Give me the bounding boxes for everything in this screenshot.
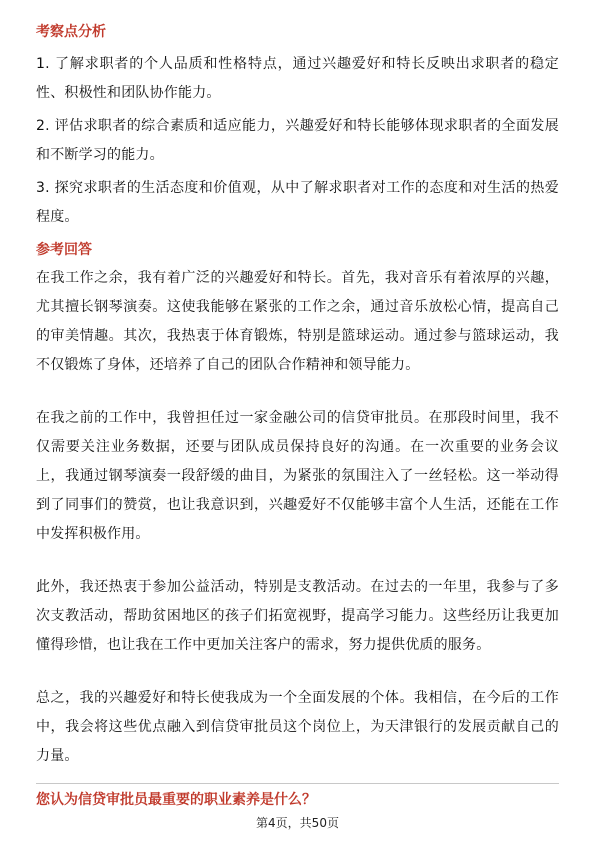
answer-paragraph: 在我工作之余，我有着广泛的兴趣爱好和特长。首先，我对音乐有着浓厚的兴趣，尤其擅长钢琴演奏。这使我能够在紧张的工作之余，通过音乐放松心情，提高自己的审美情趣。其次，我热衷于体育锻炼，特别是篮球运动。通过参与篮球运动，我不仅锻炼了身体，还培养了自己的团队合作精神和领导能力。 xyxy=(36,270,559,373)
analysis-heading: 考察点分析 xyxy=(36,24,106,40)
answer-paragraph: 此外，我还热衷于参加公益活动，特别是支教活动。在过去的一年里，我参与了多次支教活动，帮助贫困地区的孩子们拓宽视野，提高学习能力。这些经历让我更加懂得珍惜，也让我在工作中更加关注客户的需求，努力提供优质的服务。 xyxy=(36,579,559,653)
answer-heading: 参考回答 xyxy=(36,242,92,258)
page-number: 第4页，共50页 xyxy=(256,816,339,830)
answer-paragraph: 总之，我的兴趣爱好和特长使我成为一个全面发展的个体。我相信，在今后的工作中，我会将这些优点融入到信贷审批员这个岗位上，为天津银行的发展贡献自己的力量。 xyxy=(36,690,559,764)
next-question-heading: 您认为信贷审批员最重要的职业素养是什么？ xyxy=(36,792,316,808)
section-divider xyxy=(36,783,559,784)
analysis-point: 1. 了解求职者的个人品质和性格特点，通过兴趣爱好和特长反映出求职者的稳定性、积极性和团队协作能力。 xyxy=(36,56,559,101)
analysis-point: 3. 探究求职者的生活态度和价值观，从中了解求职者对工作的态度和对生活的热爱程度。 xyxy=(36,180,559,225)
answer-paragraph: 在我之前的工作中，我曾担任过一家金融公司的信贷审批员。在那段时间里，我不仅需要关注业务数据，还要与团队成员保持良好的沟通。在一次重要的业务会议上，我通过钢琴演奏一段舒缓的曲目，为紧张的氛围注入了一丝轻松。这一举动得到了同事们的赞赏，也让我意识到，兴趣爱好不仅能够丰富个人生活，还能在工作中发挥积极作用。 xyxy=(36,410,559,542)
page-content xyxy=(36,22,559,795)
analysis-point: 2. 评估求职者的综合素质和适应能力，兴趣爱好和特长能够体现求职者的全面发展和不断学习的能力。 xyxy=(36,118,559,163)
